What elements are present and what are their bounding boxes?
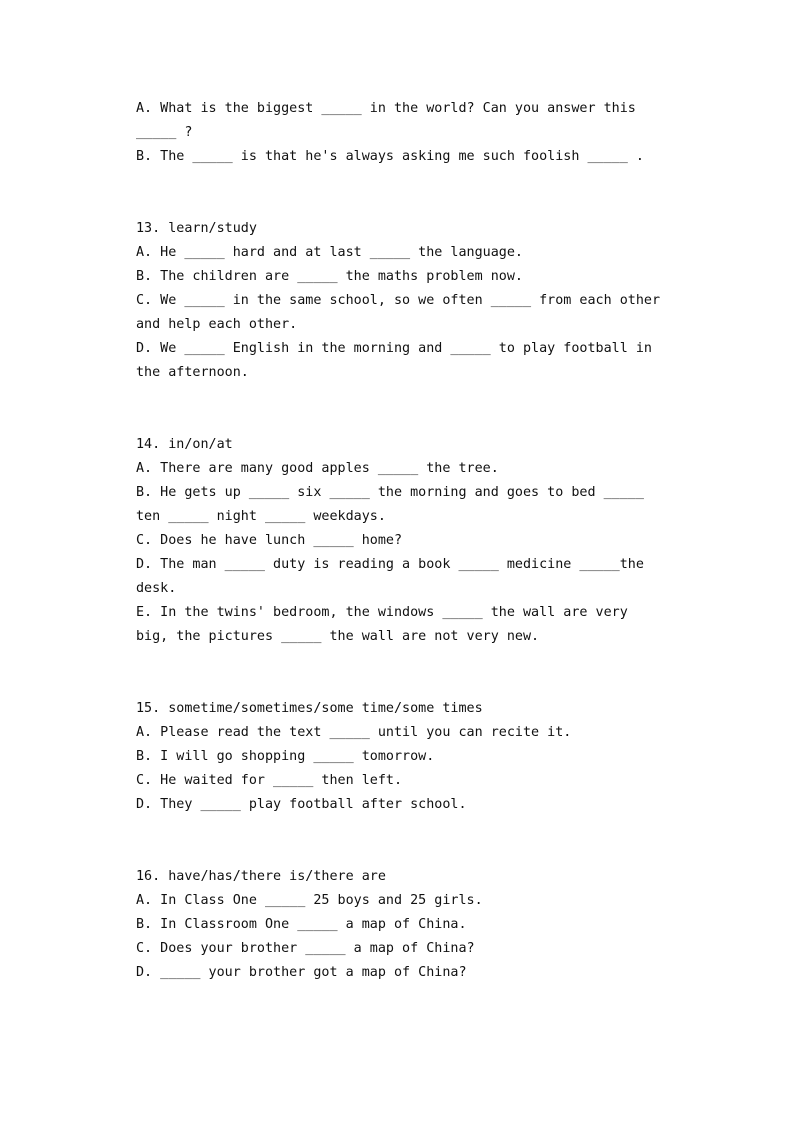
question-b: B. The children are _____ the maths problem now. (136, 269, 523, 284)
question-b: B. He gets up _____ six _____ the morning and goes to bed _____ ten _____ night _____ weekdays. (136, 485, 652, 524)
exercise-12-continued (136, 97, 661, 169)
question-a: A. Please read the text _____ until you can recite it. (136, 725, 572, 740)
exercise-16 (136, 865, 661, 985)
question-d: D. The man _____ duty is reading a book _____ medicine _____the desk. (136, 557, 652, 596)
question-d: D. _____ your brother got a map of China? (136, 965, 467, 980)
question-d: D. They _____ play football after school. (136, 797, 467, 812)
question-a: A. There are many good apples _____ the tree. (136, 461, 499, 476)
exercise-title: 16. have/has/there is/there are (136, 869, 386, 884)
worksheet-page (136, 97, 669, 985)
exercise-15 (136, 697, 661, 817)
question-b: B. I will go shopping _____ tomorrow. (136, 749, 435, 764)
question-c: C. Does your brother _____ a map of China? (136, 941, 475, 956)
question-b: B. In Classroom One _____ a map of China. (136, 917, 467, 932)
question-e: E. In the twins' bedroom, the windows _____ the wall are very big, the pictures _____ the wall are not very new. (136, 605, 636, 644)
question-a: A. In Class One _____ 25 boys and 25 girls. (136, 893, 483, 908)
exercise-title: 14. in/on/at (136, 437, 233, 452)
exercise-title: 13. learn/study (136, 221, 257, 236)
question-d: D. We _____ English in the morning and _____ to play football in the afternoon. (136, 341, 661, 380)
question-c: C. Does he have lunch _____ home? (136, 533, 403, 548)
question-a: A. He _____ hard and at last _____ the language. (136, 245, 523, 260)
exercise-14 (136, 433, 661, 649)
exercise-title: 15. sometime/sometimes/some time/some times (136, 701, 483, 716)
question-c: C. We _____ in the same school, so we often _____ from each other and help each other. (136, 293, 669, 332)
question-c: C. He waited for _____ then left. (136, 773, 403, 788)
exercise-13 (136, 217, 669, 385)
question-b: B. The _____ is that he's always asking me such foolish _____ . (136, 149, 644, 164)
question-a: A. What is the biggest _____ in the world? Can you answer this _____ ? (136, 101, 644, 140)
